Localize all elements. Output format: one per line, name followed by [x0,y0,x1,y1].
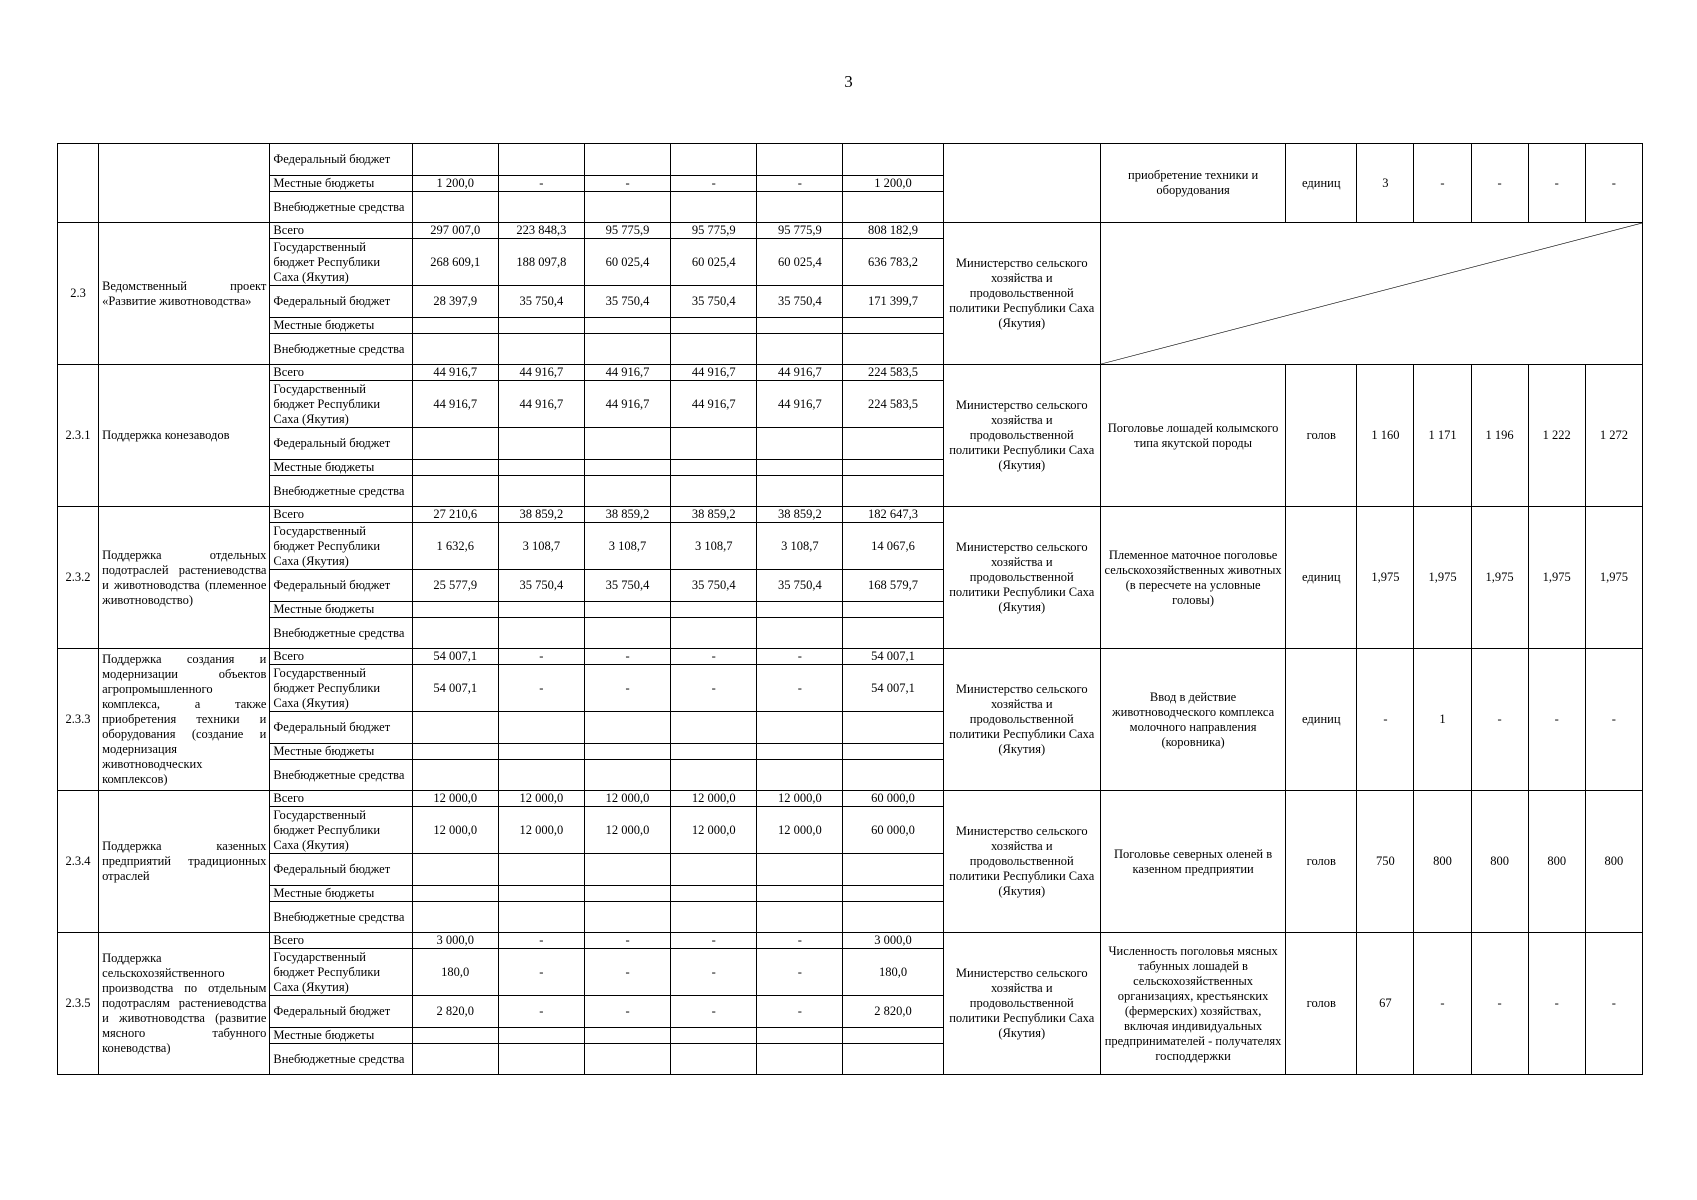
amount-cell: - [498,933,584,949]
amount-cell [757,476,843,507]
amount-cell: 2 820,0 [843,996,943,1028]
amount-cell: 28 397,9 [412,286,498,318]
amount-cell: 44 916,7 [412,365,498,381]
responsible-cell: Министерство сельского хозяйства и продовольственной политики Республики Саха (Якутия) [943,791,1100,933]
unit-cell: голов [1286,933,1357,1075]
amount-cell [671,1044,757,1075]
amount-cell [843,744,943,760]
amount-cell [671,602,757,618]
amount-cell [412,460,498,476]
item-name: Поддержка сельскохозяйственного производства по отдельным подотраслям растениеводства и животноводства (развитие мясного табунного коневодства) [99,933,270,1075]
target-value: 1,975 [1471,507,1528,649]
amount-cell [412,854,498,886]
amount-cell [498,1028,584,1044]
source-label: Государственный бюджет Республики Саха (Якутия) [270,665,412,712]
amount-cell [843,602,943,618]
amount-cell [412,334,498,365]
amount-cell [412,318,498,334]
amount-cell: 224 583,5 [843,365,943,381]
source-label: Федеральный бюджет [270,712,412,744]
amount-cell [498,334,584,365]
amount-cell: 188 097,8 [498,239,584,286]
amount-cell: 38 859,2 [584,507,670,523]
amount-cell: 44 916,7 [757,365,843,381]
amount-cell [671,318,757,334]
target-value: 67 [1357,933,1414,1075]
amount-cell [757,744,843,760]
amount-cell: 54 007,1 [412,649,498,665]
amount-cell [412,428,498,460]
amount-cell [412,476,498,507]
source-label: Внебюджетные средства [270,192,412,223]
amount-cell: 224 583,5 [843,381,943,428]
target-value: - [1528,144,1585,223]
amount-cell [757,318,843,334]
amount-cell [671,618,757,649]
source-label: Государственный бюджет Республики Саха (Якутия) [270,523,412,570]
amount-cell: - [584,949,670,996]
amount-cell: - [757,665,843,712]
source-label: Всего [270,791,412,807]
responsible-cell: Министерство сельского хозяйства и продовольственной политики Республики Саха (Якутия) [943,649,1100,791]
target-value: 800 [1528,791,1585,933]
responsible-cell: Министерство сельского хозяйства и продовольственной политики Республики Саха (Якутия) [943,933,1100,1075]
amount-cell: - [757,933,843,949]
amount-cell [843,334,943,365]
amount-cell: 60 025,4 [584,239,670,286]
target-value: - [1357,649,1414,791]
amount-cell: 1 632,6 [412,523,498,570]
amount-cell: 168 579,7 [843,570,943,602]
source-label: Федеральный бюджет [270,286,412,318]
source-label: Федеральный бюджет [270,428,412,460]
amount-cell: 180,0 [843,949,943,996]
source-label: Местные бюджеты [270,886,412,902]
amount-cell [412,1044,498,1075]
amount-cell [671,902,757,933]
amount-cell: 35 750,4 [498,286,584,318]
amount-cell [498,902,584,933]
amount-cell [843,1028,943,1044]
amount-cell [757,902,843,933]
item-name: Поддержка создания и модернизации объектов агропромышленного комплекса, а также приобретения техники и оборудования (создание и модернизация животноводческих комплексов) [99,649,270,791]
source-label: Федеральный бюджет [270,996,412,1028]
target-value: 750 [1357,791,1414,933]
amount-cell: - [584,176,670,192]
table-row [58,223,1643,239]
amount-cell: 808 182,9 [843,223,943,239]
amount-cell: 95 775,9 [671,223,757,239]
amount-cell [671,760,757,791]
amount-cell [498,618,584,649]
source-label: Внебюджетные средства [270,902,412,933]
target-value: - [1471,649,1528,791]
amount-cell: 44 916,7 [412,381,498,428]
source-label: Всего [270,223,412,239]
target-value: 800 [1414,791,1471,933]
amount-cell: 171 399,7 [843,286,943,318]
amount-cell: 44 916,7 [671,365,757,381]
amount-cell: 12 000,0 [498,807,584,854]
target-value: 1 171 [1414,365,1471,507]
responsible-cell [943,144,1100,223]
amount-cell: - [757,949,843,996]
amount-cell: - [671,649,757,665]
amount-cell [498,476,584,507]
table-row [58,144,1643,176]
responsible-cell: Министерство сельского хозяйства и продовольственной политики Республики Саха (Якутия) [943,365,1100,507]
amount-cell: 12 000,0 [671,807,757,854]
amount-cell [498,1044,584,1075]
amount-cell [412,760,498,791]
amount-cell: - [671,933,757,949]
source-label: Внебюджетные средства [270,1044,412,1075]
amount-cell: 38 859,2 [498,507,584,523]
amount-cell [757,618,843,649]
indicator-cell: Ввод в действие животноводческого комплекса молочного направления (коровника) [1100,649,1285,791]
target-value: 1 [1414,649,1471,791]
amount-cell [843,760,943,791]
amount-cell: - [584,933,670,949]
amount-cell: 12 000,0 [757,791,843,807]
amount-cell: 60 025,4 [757,239,843,286]
amount-cell: - [671,949,757,996]
amount-cell [584,854,670,886]
program-table [57,143,1643,1075]
amount-cell [498,854,584,886]
item-name: Поддержка отдельных подотраслей растениеводства и животноводства (племенное животноводство) [99,507,270,649]
amount-cell: 44 916,7 [671,381,757,428]
target-value: - [1414,144,1471,223]
amount-cell [843,902,943,933]
amount-cell: 3 108,7 [584,523,670,570]
target-value: - [1585,144,1642,223]
amount-cell: - [671,665,757,712]
amount-cell: 95 775,9 [757,223,843,239]
amount-cell [584,1028,670,1044]
amount-cell: 12 000,0 [584,791,670,807]
amount-cell: 35 750,4 [671,570,757,602]
no-indicator-diagonal [1100,223,1642,365]
amount-cell: - [498,996,584,1028]
amount-cell: 12 000,0 [757,807,843,854]
source-label: Федеральный бюджет [270,570,412,602]
amount-cell: 12 000,0 [671,791,757,807]
source-label: Всего [270,507,412,523]
target-value: - [1471,144,1528,223]
source-label: Местные бюджеты [270,744,412,760]
amount-cell: 35 750,4 [498,570,584,602]
amount-cell [584,428,670,460]
amount-cell [757,428,843,460]
item-name: Поддержка конезаводов [99,365,270,507]
amount-cell: 1 200,0 [412,176,498,192]
amount-cell: 3 000,0 [412,933,498,949]
amount-cell: 25 577,9 [412,570,498,602]
amount-cell [843,886,943,902]
amount-cell [412,618,498,649]
source-label: Внебюджетные средства [270,334,412,365]
source-label: Местные бюджеты [270,460,412,476]
amount-cell [757,602,843,618]
amount-cell: 297 007,0 [412,223,498,239]
unit-cell: единиц [1286,144,1357,223]
target-value: 1,975 [1528,507,1585,649]
amount-cell: 38 859,2 [671,507,757,523]
amount-cell: - [757,649,843,665]
source-label: Местные бюджеты [270,602,412,618]
item-code: 2.3.4 [58,791,99,933]
amount-cell: - [498,649,584,665]
amount-cell [843,428,943,460]
source-label: Всего [270,649,412,665]
amount-cell: - [498,949,584,996]
amount-cell [843,460,943,476]
amount-cell [757,1044,843,1075]
amount-cell: 35 750,4 [757,286,843,318]
item-name: Поддержка казенных предприятий традиционных отраслей [99,791,270,933]
source-label: Внебюджетные средства [270,760,412,791]
amount-cell: 60 000,0 [843,807,943,854]
amount-cell: 2 820,0 [412,996,498,1028]
amount-cell: - [757,996,843,1028]
indicator-cell: Поголовье лошадей колымского типа якутской породы [1100,365,1285,507]
amount-cell: - [584,665,670,712]
item-code: 2.3.2 [58,507,99,649]
source-label: Государственный бюджет Республики Саха (Якутия) [270,239,412,286]
source-label: Государственный бюджет Республики Саха (Якутия) [270,381,412,428]
table-row [58,507,1643,523]
amount-cell [843,476,943,507]
amount-cell [412,602,498,618]
amount-cell [498,428,584,460]
target-value: 1 196 [1471,365,1528,507]
target-value: 1,975 [1414,507,1471,649]
amount-cell [843,854,943,886]
amount-cell [498,712,584,744]
amount-cell [412,712,498,744]
amount-cell: 3 000,0 [843,933,943,949]
amount-cell: 12 000,0 [412,807,498,854]
amount-cell [757,712,843,744]
amount-cell [757,886,843,902]
indicator-cell: Племенное маточное поголовье сельскохозяйственных животных (в пересчете на условные головы) [1100,507,1285,649]
amount-cell: 60 000,0 [843,791,943,807]
amount-cell: - [671,996,757,1028]
target-value: - [1414,933,1471,1075]
unit-cell: единиц [1286,649,1357,791]
target-value: 1,975 [1585,507,1642,649]
item-code: 2.3.1 [58,365,99,507]
page-number: 3 [844,72,853,91]
amount-cell [843,1044,943,1075]
responsible-cell: Министерство сельского хозяйства и продовольственной политики Республики Саха (Якутия) [943,223,1100,365]
amount-cell: - [584,996,670,1028]
amount-cell: - [498,176,584,192]
indicator-cell: приобретение техники и оборудования [1100,144,1285,223]
amount-cell: 3 108,7 [498,523,584,570]
amount-cell [671,334,757,365]
amount-cell [757,1028,843,1044]
target-value: - [1585,933,1642,1075]
name-cell [99,144,270,223]
source-label: Внебюджетные средства [270,476,412,507]
amount-cell [671,854,757,886]
amount-cell [671,712,757,744]
source-label: Государственный бюджет Республики Саха (Якутия) [270,807,412,854]
amount-cell [671,744,757,760]
amount-cell: 60 025,4 [671,239,757,286]
target-value: - [1585,649,1642,791]
amount-cell: 44 916,7 [498,365,584,381]
amount-cell: 14 067,6 [843,523,943,570]
amount-cell: 27 210,6 [412,507,498,523]
amount-cell: 636 783,2 [843,239,943,286]
table-row [58,791,1643,807]
target-value: 1 222 [1528,365,1585,507]
amount-cell [671,460,757,476]
amount-cell [584,460,670,476]
unit-cell: единиц [1286,507,1357,649]
target-value: 800 [1585,791,1642,933]
amount-cell [843,712,943,744]
target-value: 800 [1471,791,1528,933]
amount-cell [584,744,670,760]
amount-cell: - [671,176,757,192]
unit-cell: голов [1286,365,1357,507]
amount-cell [498,460,584,476]
amount-cell: 268 609,1 [412,239,498,286]
amount-cell [412,902,498,933]
source-label: Федеральный бюджет [270,144,412,176]
target-value: 1,975 [1357,507,1414,649]
amount-cell [584,334,670,365]
amount-cell [671,886,757,902]
amount-cell [671,476,757,507]
item-code: 2.3.5 [58,933,99,1075]
source-label: Местные бюджеты [270,176,412,192]
amount-cell: 44 916,7 [757,381,843,428]
amount-cell [584,476,670,507]
amount-cell: 12 000,0 [584,807,670,854]
unit-cell: голов [1286,791,1357,933]
amount-cell: 223 848,3 [498,223,584,239]
amount-cell [498,760,584,791]
item-name: Ведомственный проект «Развитие животноводства» [99,223,270,365]
amount-cell: 54 007,1 [843,649,943,665]
amount-cell: 44 916,7 [498,381,584,428]
amount-cell [584,1044,670,1075]
amount-cell: - [584,649,670,665]
table-row [58,649,1643,665]
source-label: Местные бюджеты [270,318,412,334]
target-value: - [1528,649,1585,791]
amount-cell [584,886,670,902]
amount-cell [584,760,670,791]
amount-cell [498,602,584,618]
amount-cell [757,334,843,365]
amount-cell [584,618,670,649]
amount-cell: 44 916,7 [584,365,670,381]
amount-cell: - [757,176,843,192]
amount-cell [671,1028,757,1044]
amount-cell [498,744,584,760]
amount-cell: 44 916,7 [584,381,670,428]
amount-cell: 180,0 [412,949,498,996]
amount-cell [757,760,843,791]
source-label: Внебюджетные средства [270,618,412,649]
amount-cell: 12 000,0 [412,791,498,807]
amount-cell [412,886,498,902]
amount-cell: 12 000,0 [498,791,584,807]
amount-cell: 3 108,7 [757,523,843,570]
amount-cell [412,1028,498,1044]
source-label: Федеральный бюджет [270,854,412,886]
amount-cell [412,744,498,760]
item-code: 2.3 [58,223,99,365]
responsible-cell: Министерство сельского хозяйства и продовольственной политики Республики Саха (Якутия) [943,507,1100,649]
source-label: Государственный бюджет Республики Саха (Якутия) [270,949,412,996]
table-row [58,933,1643,949]
amount-cell: 38 859,2 [757,507,843,523]
amount-cell: 3 108,7 [671,523,757,570]
source-label: Всего [270,365,412,381]
amount-cell: 1 200,0 [843,176,943,192]
amount-cell [757,854,843,886]
indicator-cell: Поголовье северных оленей в казенном предприятии [1100,791,1285,933]
amount-cell: 35 750,4 [671,286,757,318]
amount-cell: 35 750,4 [584,286,670,318]
item-code: 2.3.3 [58,649,99,791]
target-value: - [1528,933,1585,1075]
amount-cell [584,318,670,334]
indicator-cell: Численность поголовья мясных табунных лошадей в сельскохозяйственных организациях, крестьянских (фермерских) хозяйствах, включая индивидуальных предпринимателей - получателях господдержки [1100,933,1285,1075]
amount-cell: - [498,665,584,712]
target-value: 1 272 [1585,365,1642,507]
amount-cell [843,618,943,649]
amount-cell: 54 007,1 [412,665,498,712]
amount-cell [584,712,670,744]
amount-cell [498,886,584,902]
source-label: Местные бюджеты [270,1028,412,1044]
table-row [58,365,1643,381]
amount-cell [584,602,670,618]
target-value: 1 160 [1357,365,1414,507]
target-value: 3 [1357,144,1414,223]
source-label: Всего [270,933,412,949]
amount-cell: 54 007,1 [843,665,943,712]
amount-cell [671,428,757,460]
amount-cell [843,318,943,334]
amount-cell: 182 647,3 [843,507,943,523]
amount-cell: 95 775,9 [584,223,670,239]
target-value: - [1471,933,1528,1075]
amount-cell [757,460,843,476]
amount-cell [498,318,584,334]
amount-cell [584,902,670,933]
code-cell [58,144,99,223]
amount-cell: 35 750,4 [757,570,843,602]
amount-cell: 35 750,4 [584,570,670,602]
